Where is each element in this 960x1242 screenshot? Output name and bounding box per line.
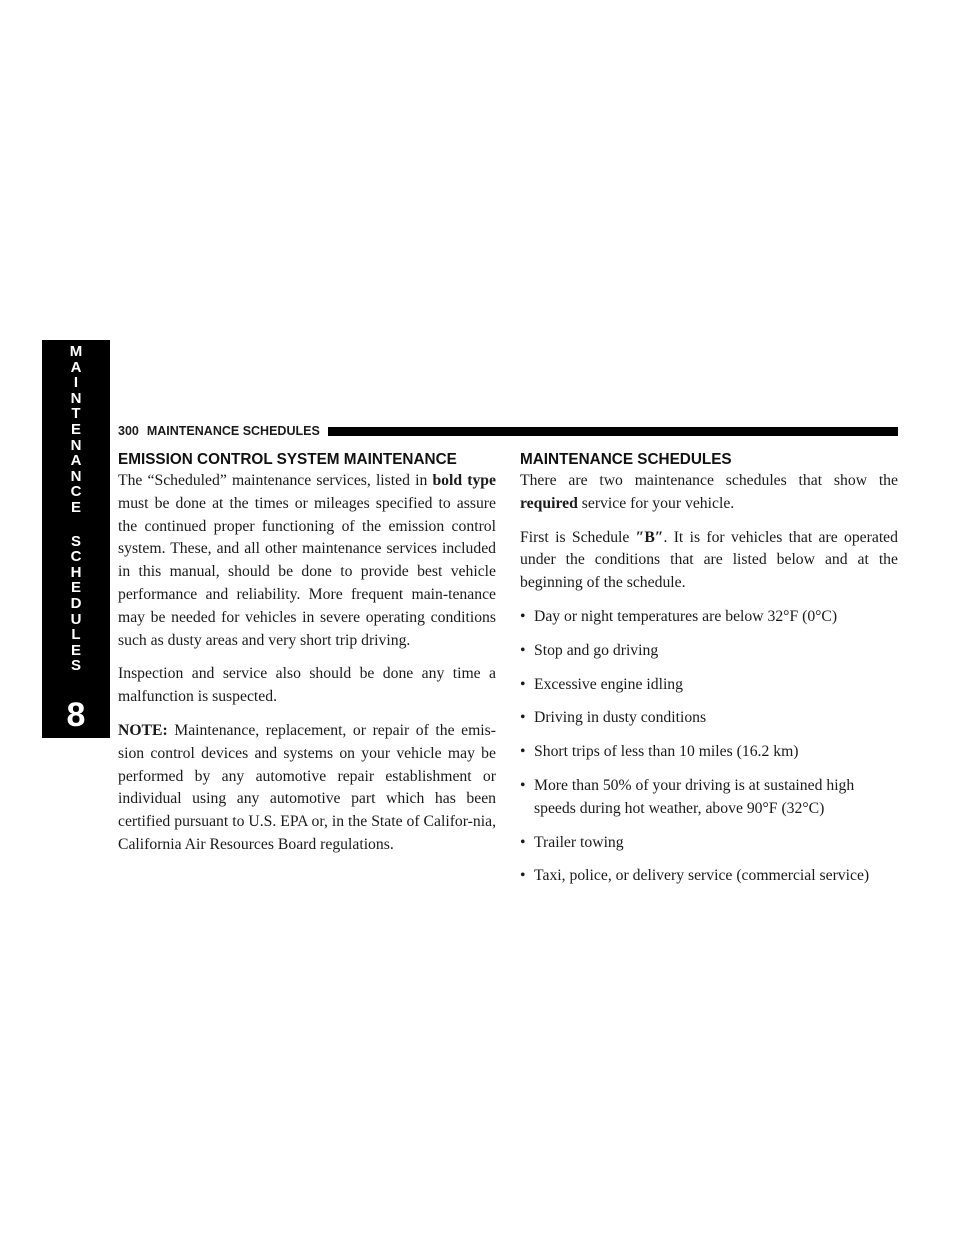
tab-letter: D — [70, 594, 82, 612]
tab-letter: H — [70, 563, 82, 581]
tab-letter: E — [70, 498, 81, 516]
tab-letter-gap — [42, 516, 110, 534]
text-run: First is Schedule — [520, 528, 636, 546]
tab-letter: C — [70, 483, 82, 501]
left-column — [118, 450, 496, 868]
list-item — [520, 674, 898, 697]
list-item — [520, 640, 898, 663]
text-run: The “Scheduled” maintenance services, listed in — [118, 472, 433, 489]
tab-letter: E — [70, 641, 81, 659]
emission-paragraph — [118, 470, 496, 652]
tab-letter: N — [70, 436, 82, 454]
list-item — [520, 865, 898, 888]
schedules-intro — [520, 470, 898, 516]
tab-letter: E — [70, 579, 81, 597]
tab-letter: M — [69, 343, 83, 360]
running-section-title: MAINTENANCE SCHEDULES — [146, 424, 320, 438]
list-item-text: Stop and go driving — [534, 641, 659, 659]
bold-text: bold type — [432, 472, 496, 489]
tab-letter: L — [71, 626, 81, 644]
tab-letter: N — [70, 467, 82, 485]
tab-letter: S — [70, 657, 81, 675]
schedule-b-paragraph — [520, 527, 898, 595]
list-item-text: Excessive engine idling — [534, 675, 683, 693]
bold-text: ″B″ — [635, 528, 664, 546]
list-item-text: More than 50% of your driving is at sustained high speeds during hot weather, above 90°F (32°C) — [534, 776, 855, 817]
text-run: There are two maintenance schedules that show the — [520, 472, 898, 489]
note-label: NOTE: — [118, 721, 168, 739]
bullet: • — [520, 867, 526, 885]
note-text: Maintenance, replacement, or repair of the emis-sion control devices and systems on your vehicle may be performed by any automotive repair establishment or individual using any automotive part which has been certified pursuant to U.S. EPA or, in the State of Califor-nia, California Air Resources Board regulations. — [118, 721, 496, 853]
inspection-paragraph: Inspection and service also should be done any time a malfunction is suspected. — [118, 665, 496, 706]
list-item — [520, 741, 898, 764]
page-header — [118, 423, 898, 439]
bullet: • — [520, 776, 526, 794]
note-paragraph — [118, 720, 496, 857]
list-item — [520, 832, 898, 855]
emission-heading: EMISSION CONTROL SYSTEM MAINTENANCE — [118, 451, 457, 468]
list-item — [520, 775, 898, 821]
tab-letter: C — [70, 548, 82, 566]
bullet: • — [520, 675, 526, 693]
text-run: service for your vehicle. — [577, 494, 735, 512]
bullet: • — [520, 641, 526, 659]
page-number: 300 — [118, 424, 139, 438]
list-item-text: Trailer towing — [534, 833, 624, 851]
tab-letter: A — [70, 452, 82, 470]
list-item — [520, 707, 898, 730]
text-run: must be done at the times or mileages specified to assure the continued proper functioning of the emission control system. These, and all other maintenance services included in this manual, should be done to provide best vehicle performance and reliability. More frequent main-tenance may be needed for vehicles in severe operating conditions such as dusty areas and very short trip driving. — [118, 494, 496, 649]
right-column — [520, 450, 898, 899]
operating-conditions-list — [520, 606, 898, 888]
chapter-number: 8 — [66, 696, 86, 734]
list-item-text: Taxi, police, or delivery service (commercial service) — [534, 867, 870, 885]
list-item-text: Day or night temperatures are below 32°F (0°C) — [534, 607, 838, 625]
header-rule — [328, 427, 898, 436]
chapter-side-tab — [42, 340, 110, 738]
chapter-tab-title — [42, 344, 110, 674]
tab-letter: E — [70, 420, 81, 438]
tab-letter: S — [70, 532, 81, 550]
tab-letter: I — [73, 374, 79, 392]
list-item-text: Short trips of less than 10 miles (16.2 km) — [534, 743, 799, 761]
tab-letter: T — [71, 405, 81, 423]
bullet: • — [520, 833, 526, 851]
list-item-text: Driving in dusty conditions — [534, 709, 707, 727]
tab-letter: U — [70, 610, 82, 628]
bullet: • — [520, 743, 526, 761]
tab-letter: N — [70, 389, 82, 407]
tab-letter: A — [70, 358, 82, 376]
bullet: • — [520, 709, 526, 727]
bullet: • — [520, 607, 526, 625]
bold-text: required — [520, 494, 578, 512]
schedules-heading: MAINTENANCE SCHEDULES — [520, 451, 732, 468]
list-item — [520, 606, 898, 629]
text-run: . It is for vehicles that are operated under the conditions that are listed below and at the beginning of the schedule. — [520, 528, 898, 592]
